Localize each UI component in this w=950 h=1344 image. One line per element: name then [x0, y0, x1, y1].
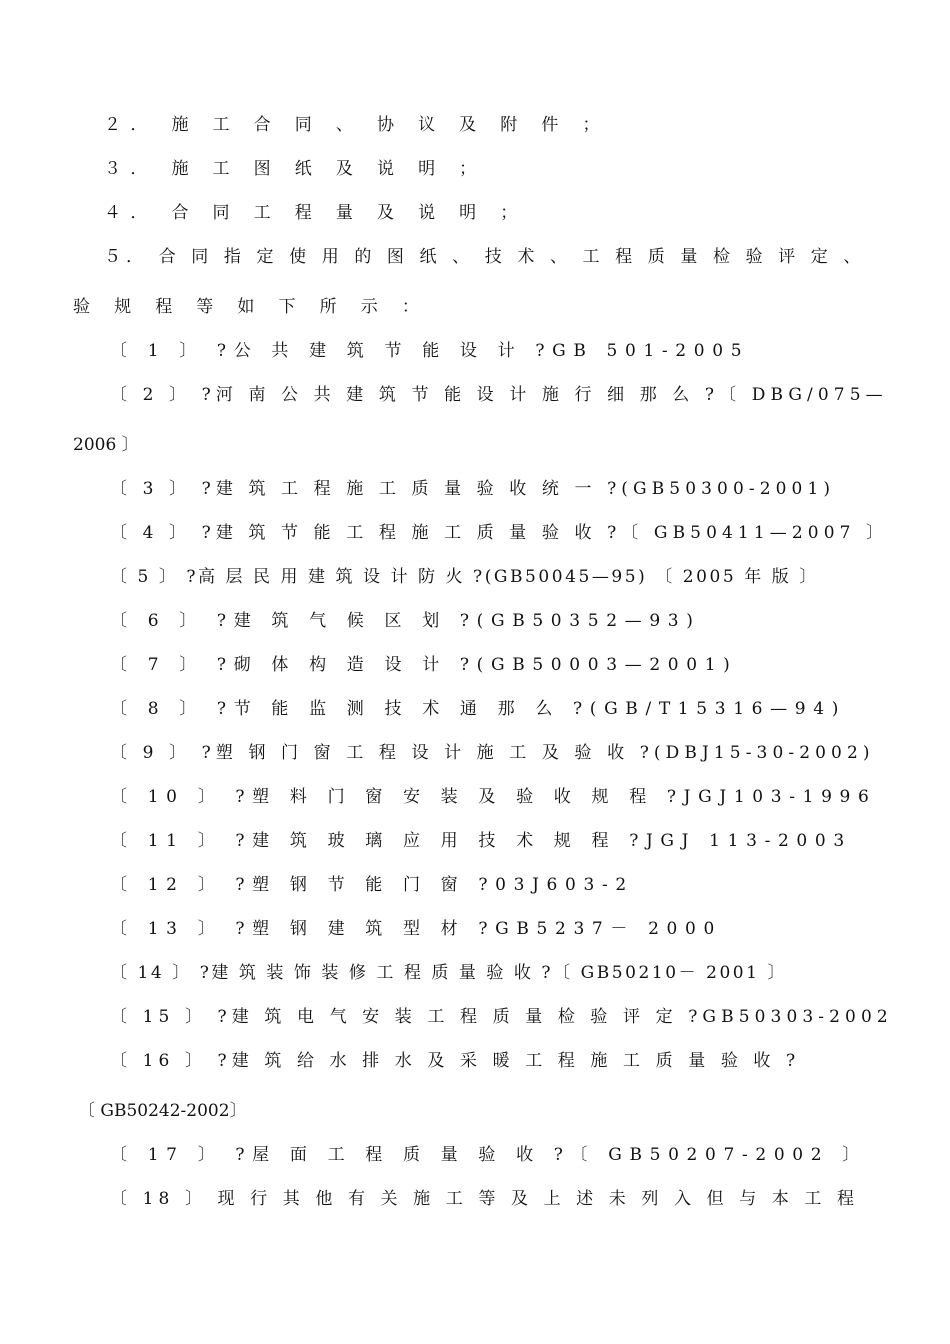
text-line-3: ４． 合 同 工 程 量 及 说 明 ； [104, 203, 527, 223]
text-line-9: 〔 3 〕 ?建 筑 工 程 施 工 质 量 验 收 统 一 ?(GB50300-2001) [110, 479, 836, 499]
text-line-16: 〔 10 〕 ?塑 料 门 窗 安 装 及 验 收 规 程 ?JGJ103-1996 [110, 787, 877, 807]
text-line-14: 〔 8 〕 ?节 能 监 测 技 术 通 那 么 ?(GB/T15316—94) [110, 699, 847, 719]
text-line-8: 2006 〕 [73, 435, 139, 455]
text-line-18: 〔 12 〕 ?塑 钢 节 能 门 窗 ?03J603-2 [110, 875, 634, 895]
text-line-25: 〔 18 〕 现 行 其 他 有 关 施 工 等 及 上 述 未 列 入 但 与 本 工 程 [110, 1189, 860, 1209]
text-line-19: 〔 13 〕 ?塑 钢 建 筑 型 材 ?GB5237－ 2000 [110, 919, 722, 939]
text-line-15: 〔 9 〕 ?塑 钢 门 窗 工 程 设 计 施 工 及 验 收 ?(DBJ15-30-2002) [110, 743, 875, 763]
text-line-5: 验 规 程 等 如 下 所 示 ： [73, 297, 429, 317]
text-line-17: 〔 11 〕 ?建 筑 玻 璃 应 用 技 术 规 程 ?JGJ 113-2003 [110, 831, 852, 851]
text-line-20: 〔 14 〕 ?建 筑 装 饰 装 修 工 程 质 量 验 收 ?〔 GB50210－ 2001 〕 [110, 963, 788, 983]
text-line-12: 〔 6 〕 ?建 筑 气 候 区 划 ?(GB50352—93) [110, 611, 701, 631]
text-line-2: ３． 施 工 图 纸 及 说 明 ； [104, 159, 486, 179]
text-line-7: 〔 2 〕 ?河 南 公 共 建 筑 节 能 设 计 施 行 细 那 么 ?〔 DBG/075— [110, 385, 888, 405]
text-line-24: 〔 17 〕 ?屋 面 工 程 质 量 验 收 ?〔 GB50207-2002 〕 [110, 1145, 867, 1165]
text-line-13: 〔 7 〕 ?砌 体 构 造 设 计 ?(GB50003—2001) [110, 655, 738, 675]
text-line-10: 〔 4 〕 ?建 筑 节 能 工 程 施 工 质 量 验 收 ?〔 GB50411—2007 〕 [110, 523, 889, 543]
text-line-21: 〔 15 〕 ?建 筑 电 气 安 装 工 程 质 量 检 验 评 定 ?GB50303-2002 [110, 1007, 893, 1027]
text-line-4: ５． 合 同 指 定 使 用 的 图 纸 、 技 术 、 工 程 质 量 检 验 评 定 、 [104, 247, 866, 267]
text-line-6: 〔 1 〕 ?公 共 建 筑 节 能 设 计 ?GB 501-2005 [110, 341, 750, 361]
text-line-11: 〔 5 〕 ?高 层 民 用 建 筑 设 计 防 火 ?(GB50045—95) 〔 2005 年 版 〕 [110, 567, 819, 587]
text-line-1: ２． 施 工 合 同 、 协 议 及 附 件 ； [104, 115, 609, 135]
text-line-23: 〔 GB50242-2002〕 [78, 1101, 247, 1121]
text-line-22: 〔 16 〕 ?建 筑 给 水 排 水 及 采 暖 工 程 施 工 质 量 验 收 ? [110, 1051, 801, 1071]
